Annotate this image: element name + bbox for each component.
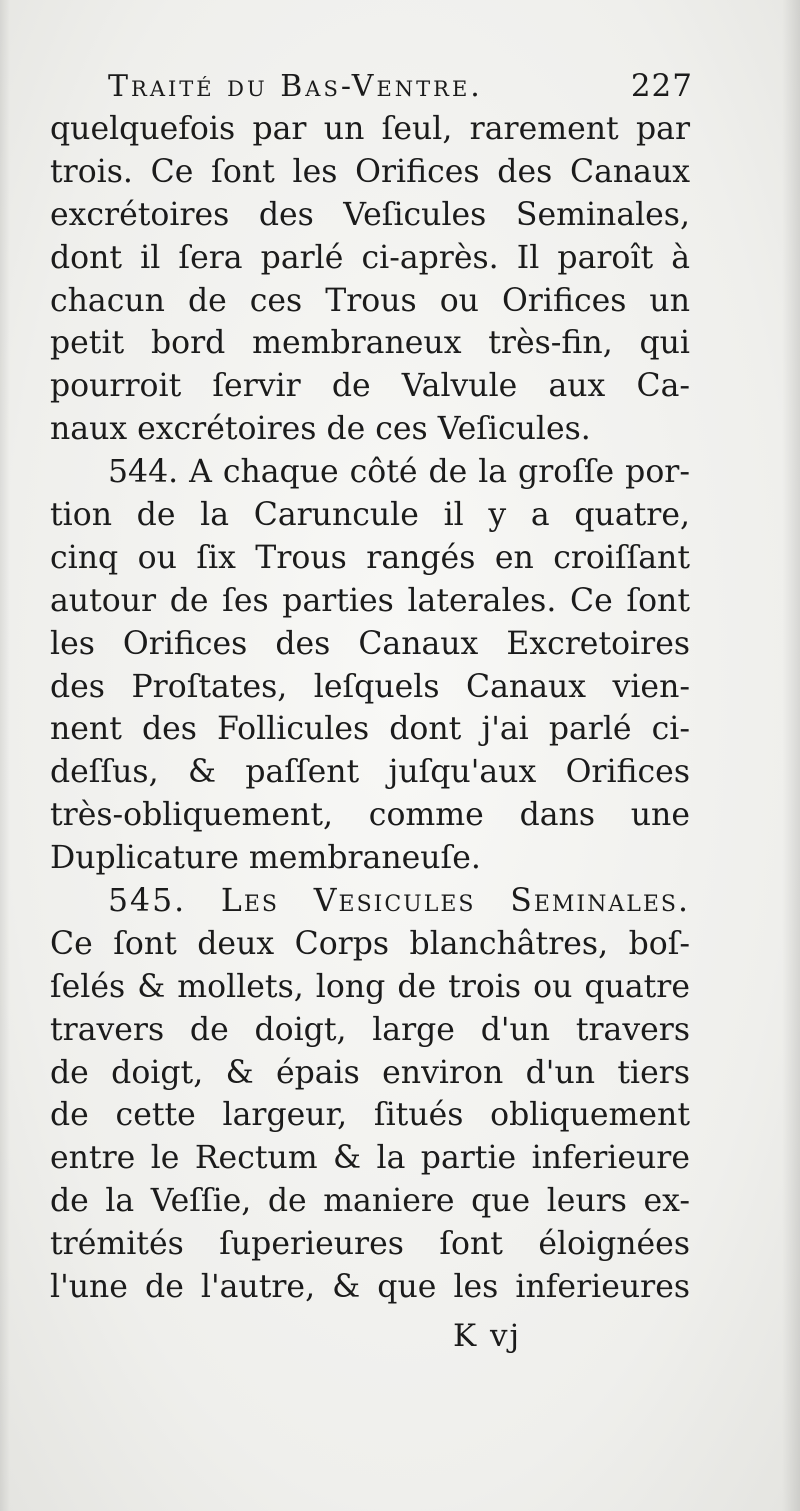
page-gutter-shadow — [782, 0, 800, 1511]
section-545-heading: 545. Les Vesicules Seminales. — [108, 883, 690, 920]
text-line-28: l'une de l'autre, & que les inferieures — [50, 1269, 690, 1306]
text-line-11: cinq ou ſix Trous rangés en croiſſant — [50, 539, 690, 576]
text-line-12: autour de ſes parties laterales. Ce ſont — [50, 582, 690, 619]
text-line-14: des Proſtates, leſquels Canaux vien- — [50, 668, 690, 705]
text-line-5: chacun de ces Trous ou Orifices un — [50, 282, 690, 319]
text-line-20: Ce ſont deux Corps blanchâtres, boſ- — [50, 925, 690, 962]
paragraph-544-start: 544. A chaque côté de la groſſe por- — [108, 454, 690, 491]
text-line-7: pourroit ſervir de Valvule aux Ca- — [50, 368, 690, 405]
text-line-27: trémités ſuperieures ſont éloignées — [50, 1226, 690, 1263]
text-line-2: trois. Ce ſont les Orifices des Canaux — [50, 153, 690, 190]
text-line-24: de cette largeur, ſitués obliquement — [50, 1097, 690, 1134]
text-line-8: naux excrétoires de ces Veſicules. — [50, 411, 591, 448]
text-line-10: tion de la Caruncule il y a quatre, — [50, 497, 690, 534]
text-line-4: dont il ſera parlé ci-après. Il paroît à — [50, 239, 690, 276]
text-line-6: petit bord membraneux très-fin, qui — [50, 325, 690, 362]
text-line-15: nent des Follicules dont j'ai parlé ci- — [50, 711, 690, 748]
running-head-title: Traité du Bas-Ventre. — [108, 69, 483, 104]
text-line-21: ſelés & mollets, long de trois ou quatre — [50, 968, 690, 1005]
text-line-16: deſſus, & paſſent juſqu'aux Orifices — [50, 754, 690, 791]
text-line-18: Duplicature membraneuſe. — [50, 840, 481, 877]
text-line-13: les Orifices des Canaux Excretoires — [50, 625, 690, 662]
text-line-26: de la Veſſie, de maniere que leurs ex- — [50, 1183, 690, 1220]
text-line-22: travers de doigt, large d'un travers — [50, 1011, 690, 1048]
page-left-edge-shadow — [0, 0, 10, 1511]
body-text — [50, 108, 690, 1309]
running-head — [108, 68, 693, 108]
text-line-23: de doigt, & épais environ d'un tiers — [50, 1054, 690, 1091]
text-line-1: quelquefois par un ſeul, rarement par — [50, 111, 690, 147]
signature-mark: K vj — [453, 1318, 522, 1354]
page-number: 227 — [630, 68, 693, 104]
text-line-25: entre le Rectum & la partie inferieure — [50, 1140, 690, 1177]
text-line-3: excrétoires des Veſicules Seminales, — [50, 196, 690, 233]
text-line-17: très-obliquement, comme dans une — [50, 797, 690, 834]
